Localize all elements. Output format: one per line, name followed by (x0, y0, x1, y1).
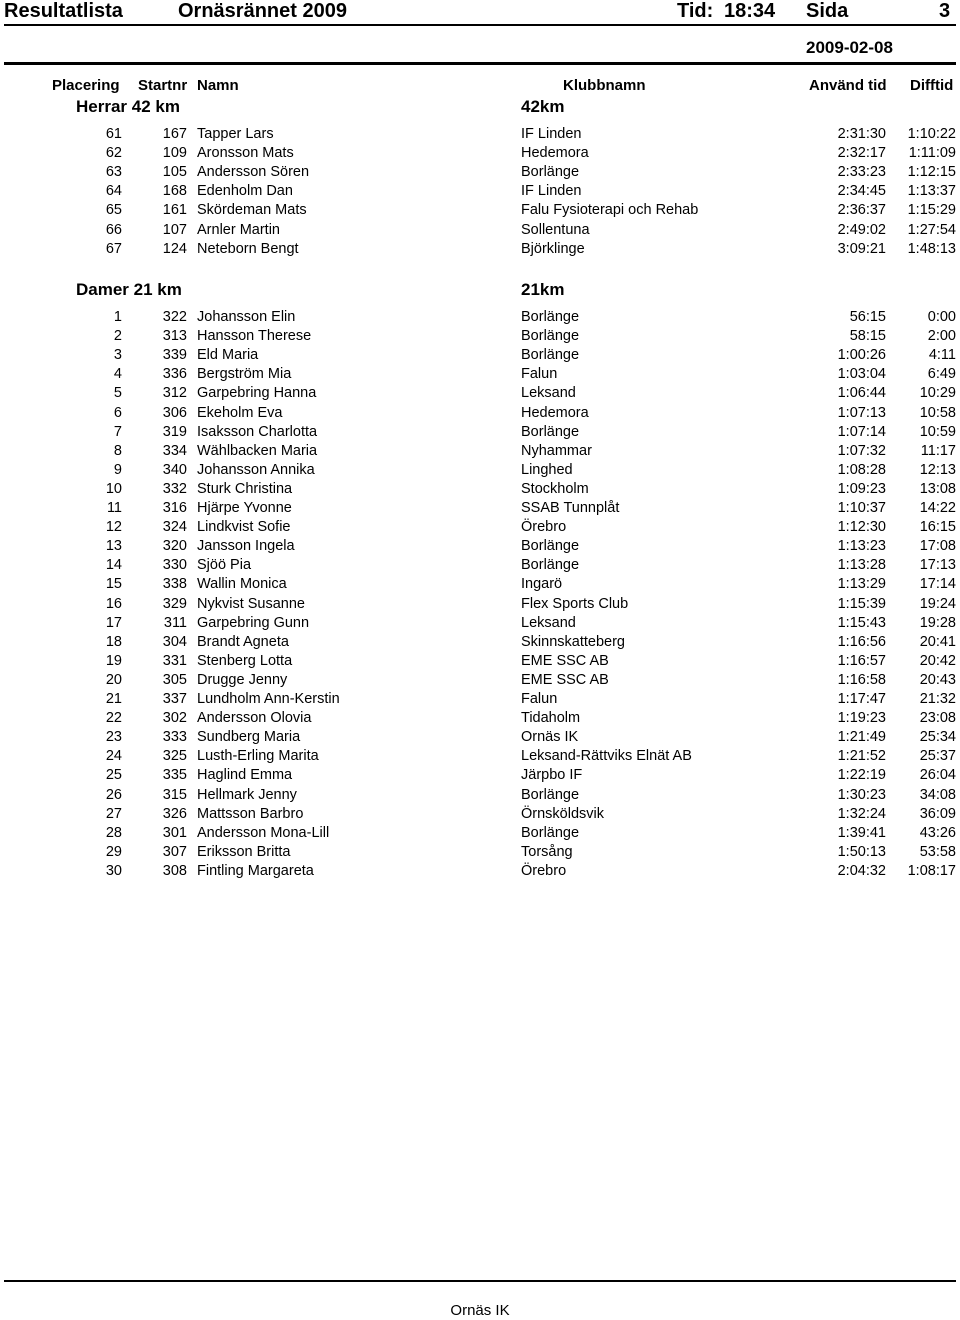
name-cell: Aronsson Mats (197, 145, 294, 162)
time-cell: 1:09:23 (837, 480, 886, 497)
club-cell: Nyhammar (521, 442, 592, 459)
placering-cell: 29 (105, 843, 122, 860)
page-number: 3 (939, 0, 951, 22)
placering-cell: 1 (113, 309, 122, 325)
startnr-cell: 109 (162, 145, 187, 162)
name-cell: Andersson Sören (197, 164, 310, 181)
section-class-herrar: Herrar 42 km (76, 97, 180, 116)
difftime-cell: 19:24 (919, 595, 956, 612)
placering-cell: 18 (105, 633, 122, 650)
time-cell: 1:15:39 (837, 595, 886, 612)
difftime-cell: 14:22 (919, 500, 956, 516)
club-cell: Leksand-Rättviks Elnät AB (521, 748, 692, 765)
name-cell: Garpebring Hanna (197, 385, 317, 402)
difftime-cell: 17:08 (919, 538, 956, 555)
club-cell: Stockholm (521, 480, 589, 497)
club-cell: Leksand (521, 614, 576, 631)
time-cell: 1:16:56 (837, 633, 886, 650)
table-row (0, 747, 960, 766)
name-cell: Brandt Agneta (197, 633, 289, 650)
club-cell: Flex Sports Club (521, 595, 629, 612)
time-cell: 1:13:28 (837, 557, 886, 574)
table-row (0, 652, 960, 671)
difftime-cell: 1:11:09 (908, 145, 956, 162)
time-cell: 1:32:24 (837, 805, 886, 822)
startnr-cell: 312 (162, 385, 187, 402)
time-cell: 1:13:23 (837, 538, 886, 555)
table-row (0, 144, 960, 163)
name-cell: Wählbacken Maria (197, 442, 318, 459)
table-row (0, 614, 960, 633)
report-date: 2009-02-08 (806, 38, 893, 57)
difftime-cell: 1:13:37 (907, 183, 956, 200)
club-cell: Falun (521, 691, 558, 707)
col-anvand-tid: Använd tid (809, 77, 887, 94)
startnr-cell: 339 (162, 347, 187, 364)
name-cell: Haglind Emma (197, 767, 293, 784)
name-cell: Hellmark Jenny (197, 786, 297, 803)
placering-cell: 16 (105, 595, 122, 612)
table-row (0, 346, 960, 365)
placering-cell: 23 (105, 729, 122, 746)
name-cell: Johansson Elin (197, 309, 296, 325)
table-row (0, 766, 960, 785)
col-startnr: Startnr (138, 77, 188, 94)
placering-cell: 24 (105, 748, 122, 765)
name-cell: Skördeman Mats (197, 202, 307, 219)
difftime-cell: 20:41 (919, 633, 956, 650)
time-cell: 3:09:21 (837, 240, 886, 257)
club-cell: Björklinge (521, 240, 585, 257)
name-cell: Andersson Olovia (197, 710, 312, 727)
table-row (0, 824, 960, 843)
startnr-cell: 124 (162, 240, 187, 257)
table-row (0, 480, 960, 499)
name-cell: Bergström Mia (197, 366, 292, 383)
table-row (0, 595, 960, 614)
section-class-damer: Damer 21 km (76, 280, 182, 299)
table-row (0, 201, 960, 220)
time-cell: 58:15 (849, 328, 886, 345)
startnr-cell: 340 (162, 461, 187, 478)
difftime-cell: 36:09 (919, 805, 956, 822)
name-cell: Drugge Jenny (197, 671, 288, 688)
difftime-cell: 53:58 (919, 843, 956, 860)
table-row (0, 633, 960, 652)
placering-cell: 17 (105, 614, 122, 631)
placering-cell: 64 (105, 183, 122, 200)
name-cell: Wallin Monica (197, 576, 287, 593)
time-cell: 2:32:17 (837, 145, 886, 162)
name-cell: Garpebring Gunn (197, 614, 310, 631)
table-row (0, 365, 960, 384)
date-rule (4, 62, 956, 65)
name-cell: Sjöö Pia (197, 557, 252, 574)
name-cell: Lundholm Ann-Kerstin (197, 691, 340, 707)
name-cell: Eld Maria (197, 347, 259, 364)
placering-cell: 19 (105, 652, 122, 669)
time-cell: 2:49:02 (837, 221, 886, 238)
startnr-cell: 167 (162, 126, 187, 142)
club-cell: Örebro (521, 862, 567, 879)
club-cell: Leksand (521, 385, 576, 402)
placering-cell: 14 (105, 557, 122, 574)
table-row (0, 728, 960, 747)
time-cell: 1:21:49 (837, 729, 886, 746)
time-value: 18:34 (724, 0, 776, 22)
footer-rule (4, 1280, 956, 1282)
time-cell: 1:08:28 (837, 461, 886, 478)
club-cell: Sollentuna (521, 221, 590, 238)
difftime-cell: 17:13 (919, 557, 956, 574)
startnr-cell: 308 (162, 862, 187, 879)
startnr-cell: 333 (162, 729, 187, 746)
startnr-cell: 338 (162, 576, 187, 593)
difftime-cell: 20:42 (919, 652, 956, 669)
placering-cell: 6 (113, 404, 122, 421)
table-row (0, 575, 960, 594)
time-cell: 1:03:04 (837, 366, 886, 383)
club-cell: Järpbo IF (521, 767, 583, 784)
time-cell: 1:16:58 (837, 671, 886, 688)
difftime-cell: 17:14 (919, 576, 956, 593)
table-row (0, 384, 960, 403)
placering-cell: 12 (105, 519, 122, 536)
startnr-cell: 337 (162, 691, 187, 707)
table-row (0, 786, 960, 805)
difftime-cell: 23:08 (919, 710, 956, 727)
club-cell: Örebro (521, 519, 567, 536)
time-cell: 2:34:45 (837, 183, 886, 200)
name-cell: Fintling Margareta (197, 862, 314, 879)
difftime-cell: 26:04 (919, 767, 956, 784)
difftime-cell: 25:37 (919, 748, 956, 765)
club-cell: Torsång (521, 843, 573, 860)
club-cell: Falun (521, 366, 558, 383)
startnr-cell: 320 (162, 538, 187, 555)
difftime-cell: 13:08 (919, 480, 956, 497)
table-row (0, 163, 960, 182)
name-cell: Johansson Annika (197, 461, 315, 478)
table-row (0, 556, 960, 575)
name-cell: Tapper Lars (197, 126, 274, 142)
placering-cell: 13 (105, 538, 122, 555)
table-row (0, 327, 960, 346)
difftime-cell: 34:08 (919, 786, 956, 803)
placering-cell: 10 (105, 480, 122, 497)
difftime-cell: 10:59 (919, 423, 956, 440)
placering-cell: 4 (113, 366, 122, 383)
placering-cell: 5 (113, 385, 122, 402)
time-cell: 1:16:57 (837, 652, 886, 669)
difftime-cell: 10:58 (919, 404, 956, 421)
startnr-cell: 325 (162, 748, 187, 765)
difftime-cell: 25:34 (919, 729, 956, 746)
difftime-cell: 10:29 (919, 385, 956, 402)
page-label: Sida (806, 0, 849, 22)
startnr-cell: 105 (162, 164, 187, 181)
placering-cell: 21 (105, 691, 122, 707)
club-cell: Ornäs IK (521, 729, 579, 746)
placering-cell: 25 (105, 767, 122, 784)
difftime-cell: 1:27:54 (907, 221, 956, 238)
club-cell: SSAB Tunnplåt (521, 500, 620, 516)
table-row (0, 125, 960, 144)
startnr-cell: 304 (162, 633, 187, 650)
time-cell: 2:04:32 (837, 862, 886, 879)
difftime-cell: 21:32 (919, 691, 956, 707)
name-cell: Nykvist Susanne (197, 595, 305, 612)
startnr-cell: 329 (162, 595, 187, 612)
time-cell: 2:31:30 (837, 126, 886, 142)
placering-cell: 30 (105, 862, 122, 879)
table-row (0, 518, 960, 537)
startnr-cell: 322 (162, 309, 187, 325)
difftime-cell: 1:48:13 (907, 240, 956, 257)
difftime-cell: 20:43 (919, 671, 956, 688)
col-placering: Placering (52, 77, 120, 94)
event-name: Ornäsrännet 2009 (178, 0, 347, 22)
startnr-cell: 302 (162, 710, 187, 727)
time-cell: 1:50:13 (837, 843, 886, 860)
time-cell: 1:13:29 (837, 576, 886, 593)
time-cell: 1:00:26 (837, 347, 886, 364)
placering-cell: 9 (113, 461, 122, 478)
table-row (0, 221, 960, 240)
report-title: Resultatlista (4, 0, 123, 22)
startnr-cell: 305 (162, 671, 187, 688)
table-row (0, 537, 960, 556)
name-cell: Lusth-Erling Marita (197, 748, 319, 765)
club-cell: Skinnskatteberg (521, 633, 625, 650)
table-row (0, 671, 960, 690)
table-row (0, 709, 960, 728)
difftime-cell: 19:28 (919, 614, 956, 631)
startnr-cell: 336 (162, 366, 187, 383)
time-cell: 1:17:47 (837, 691, 886, 707)
startnr-cell: 316 (162, 500, 187, 516)
time-cell: 1:19:23 (837, 710, 886, 727)
club-cell: Borlänge (521, 557, 580, 574)
difftime-cell: 1:08:17 (907, 862, 956, 879)
col-klubbnamn: Klubbnamn (563, 77, 646, 94)
name-cell: Eriksson Britta (197, 843, 291, 860)
club-cell: Örnsköldsvik (521, 805, 604, 822)
name-cell: Hjärpe Yvonne (197, 500, 292, 516)
table-row (0, 182, 960, 201)
startnr-cell: 307 (162, 843, 187, 860)
placering-cell: 62 (105, 145, 122, 162)
placering-cell: 63 (105, 164, 122, 181)
name-cell: Lindkvist Sofie (197, 519, 291, 536)
startnr-cell: 324 (162, 519, 187, 536)
placering-cell: 27 (105, 805, 122, 822)
placering-cell: 28 (105, 824, 122, 841)
table-row (0, 240, 960, 259)
club-cell: Falu Fysioterapi och Rehab (521, 202, 699, 219)
club-cell: IF Linden (521, 126, 582, 142)
difftime-cell: 0:00 (927, 309, 956, 325)
time-cell: 1:06:44 (837, 385, 886, 402)
time-cell: 1:22:19 (837, 767, 886, 784)
startnr-cell: 319 (162, 423, 187, 440)
difftime-cell: 12:13 (919, 461, 956, 478)
table-row (0, 308, 960, 327)
startnr-cell: 311 (163, 614, 187, 631)
club-cell: Borlänge (521, 328, 580, 345)
startnr-cell: 331 (162, 652, 187, 669)
header-rule (4, 24, 956, 26)
name-cell: Edenholm Dan (197, 183, 293, 200)
club-cell: Borlänge (521, 347, 580, 364)
name-cell: Arnler Martin (197, 221, 280, 238)
startnr-cell: 332 (162, 480, 187, 497)
footer-organizer: Ornäs IK (450, 1302, 510, 1319)
time-cell: 1:07:13 (837, 404, 886, 421)
difftime-cell: 16:15 (919, 519, 956, 536)
startnr-cell: 334 (162, 442, 187, 459)
placering-cell: 15 (105, 576, 122, 593)
difftime-cell: 1:10:22 (907, 126, 956, 142)
startnr-cell: 107 (162, 221, 187, 238)
name-cell: Stenberg Lotta (197, 652, 293, 669)
time-cell: 1:15:43 (837, 614, 886, 631)
time-cell: 1:21:52 (837, 748, 886, 765)
club-cell: Hedemora (521, 404, 589, 421)
name-cell: Andersson Mona-Lill (197, 824, 330, 841)
name-cell: Sturk Christina (197, 480, 293, 497)
placering-cell: 20 (105, 671, 122, 688)
table-row (0, 690, 960, 709)
startnr-cell: 313 (162, 328, 187, 345)
time-cell: 1:10:37 (837, 500, 886, 516)
club-cell: Borlänge (521, 824, 580, 841)
difftime-cell: 2:00 (927, 328, 956, 345)
startnr-cell: 326 (162, 805, 187, 822)
startnr-cell: 315 (162, 786, 187, 803)
section-distance-herrar: 42km (521, 97, 565, 116)
table-row (0, 499, 960, 518)
difftime-cell: 1:12:15 (907, 164, 956, 181)
difftime-cell: 4:11 (928, 347, 956, 364)
table-row (0, 423, 960, 442)
col-difftid: Difftid (910, 77, 954, 94)
club-cell: IF Linden (521, 183, 582, 200)
name-cell: Hansson Therese (197, 328, 312, 345)
club-cell: EME SSC AB (521, 652, 609, 669)
difftime-cell: 1:15:29 (907, 202, 956, 219)
club-cell: Borlänge (521, 164, 580, 181)
table-row (0, 404, 960, 423)
table-row (0, 843, 960, 862)
table-row (0, 862, 960, 881)
placering-cell: 2 (113, 328, 122, 345)
time-cell: 1:30:23 (837, 786, 886, 803)
name-cell: Sundberg Maria (197, 729, 301, 746)
club-cell: EME SSC AB (521, 671, 609, 688)
club-cell: Borlänge (521, 309, 580, 325)
table-row (0, 461, 960, 480)
name-cell: Mattsson Barbro (197, 805, 304, 822)
col-namn: Namn (197, 77, 239, 94)
placering-cell: 66 (105, 221, 122, 238)
placering-cell: 67 (105, 240, 122, 257)
name-cell: Neteborn Bengt (197, 240, 299, 257)
time-cell: 2:36:37 (837, 202, 886, 219)
placering-cell: 3 (113, 347, 122, 364)
startnr-cell: 330 (162, 557, 187, 574)
name-cell: Jansson Ingela (197, 538, 295, 555)
difftime-cell: 11:17 (920, 442, 956, 459)
time-cell: 56:15 (849, 309, 886, 325)
club-cell: Hedemora (521, 145, 589, 162)
placering-cell: 22 (105, 710, 122, 727)
difftime-cell: 6:49 (927, 366, 956, 383)
table-row (0, 805, 960, 824)
placering-cell: 61 (105, 126, 122, 142)
time-cell: 1:39:41 (837, 824, 886, 841)
time-cell: 1:07:14 (837, 423, 886, 440)
difftime-cell: 43:26 (919, 824, 956, 841)
club-cell: Borlänge (521, 786, 580, 803)
club-cell: Ingarö (521, 576, 563, 593)
club-cell: Borlänge (521, 538, 580, 555)
time-cell: 1:07:32 (837, 442, 886, 459)
placering-cell: 11 (106, 500, 122, 516)
startnr-cell: 306 (162, 404, 187, 421)
table-row (0, 442, 960, 461)
placering-cell: 7 (113, 423, 122, 440)
section-distance-damer: 21km (521, 280, 565, 299)
time-cell: 2:33:23 (837, 164, 886, 181)
placering-cell: 8 (113, 442, 122, 459)
startnr-cell: 161 (162, 202, 187, 219)
club-cell: Borlänge (521, 423, 580, 440)
placering-cell: 65 (105, 202, 122, 219)
placering-cell: 26 (105, 786, 122, 803)
name-cell: Isaksson Charlotta (197, 423, 318, 440)
startnr-cell: 335 (162, 767, 187, 784)
club-cell: Linghed (521, 461, 573, 478)
time-label: Tid: (677, 0, 714, 22)
startnr-cell: 168 (162, 183, 187, 200)
startnr-cell: 301 (162, 824, 187, 841)
name-cell: Ekeholm Eva (197, 404, 283, 421)
time-cell: 1:12:30 (837, 519, 886, 536)
club-cell: Tidaholm (521, 710, 581, 727)
